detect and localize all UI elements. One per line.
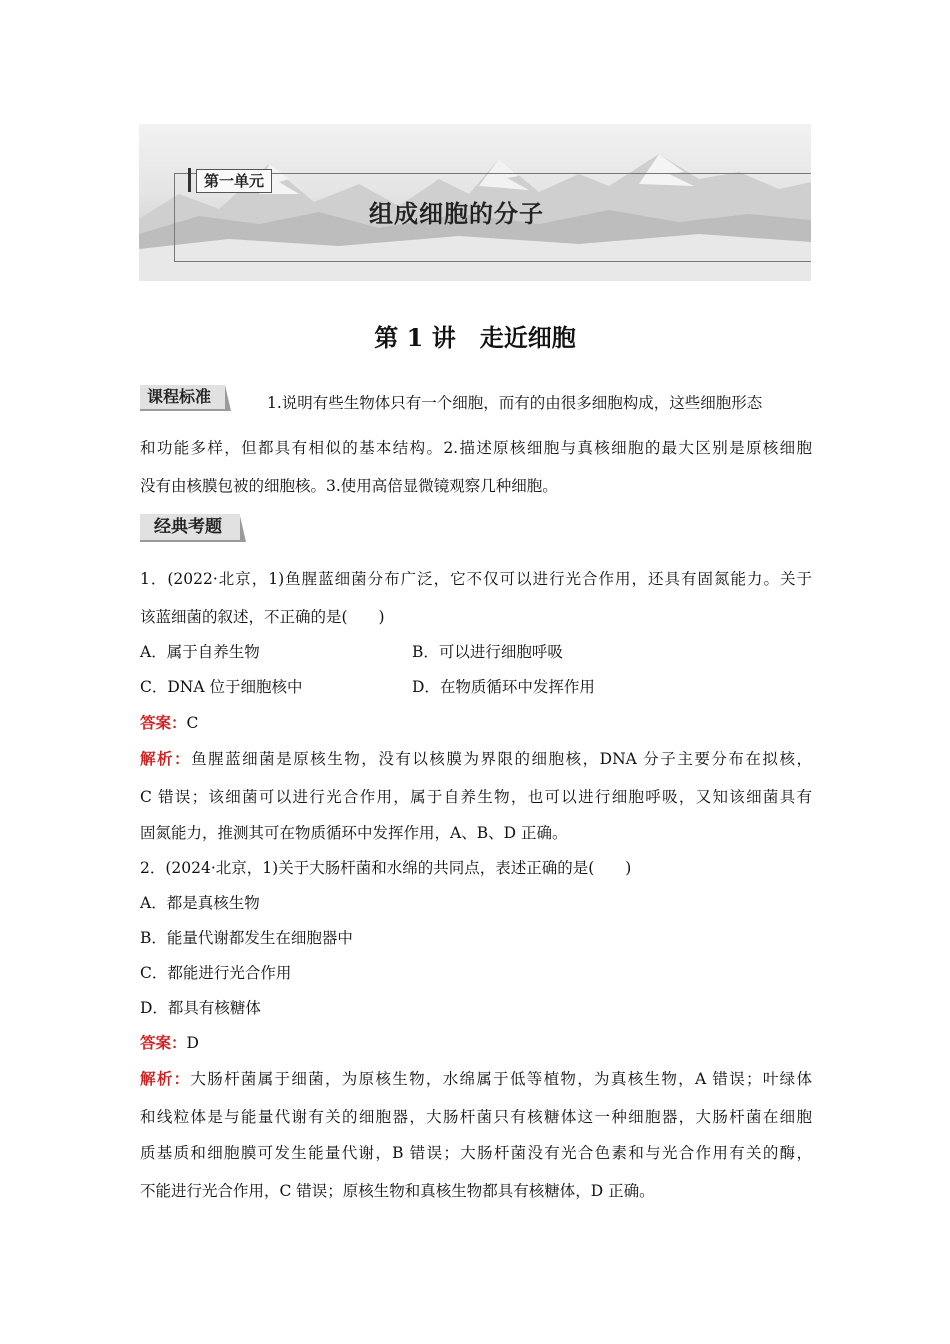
q2-option-c: C．都能进行光合作用 <box>140 964 292 982</box>
q1-option-d: D．在物质循环中发挥作用 <box>412 678 595 696</box>
q1-answer-value: C <box>186 714 199 732</box>
q2-analysis-line-2: 和线粒体是与能量代谢有关的细胞器，大肠杆菌只有核糖体这一种细胞器，大肠杆菌在细胞 <box>140 1108 812 1126</box>
q2-option-b: B．能量代谢都发生在细胞器中 <box>140 929 353 947</box>
q2-answer <box>140 1032 199 1054</box>
q2-analysis-line-3: 质基质和细胞膜可发生能量代谢，B 错误；大肠杆菌没有光合色素和与光合作用有关的酶， <box>140 1144 812 1162</box>
q2-analysis-label: 解析： <box>140 1069 191 1088</box>
q1-analysis-line-1 <box>140 748 812 770</box>
unit-banner <box>139 124 811 281</box>
curriculum-line-3: 没有由核膜包被的细胞核。3.使用高倍显微镜观察几种细胞。 <box>140 477 558 495</box>
q2-analysis-text-1: 大肠杆菌属于细菌，为原核生物，水绵属于低等植物，为真核生物，A 错误；叶绿体 <box>190 1070 812 1088</box>
unit-title: 组成细胞的分子 <box>369 200 544 228</box>
q2-stem: 2．(2024·北京，1)关于大肠杆菌和水绵的共同点，表述正确的是( ) <box>140 859 632 877</box>
curriculum-line-2: 和功能多样，但都具有相似的基本结构。2.描述原核细胞与真核细胞的最大区别是原核细胞 <box>140 439 812 457</box>
q2-answer-label: 答案： <box>140 1033 187 1052</box>
q1-analysis-label: 解析： <box>140 749 192 768</box>
q1-answer-label: 答案： <box>140 713 187 732</box>
curriculum-line-1: 1.说明有些生物体只有一个细胞，而有的由很多细胞构成，这些细胞形态 <box>267 394 763 412</box>
q2-option-a: A．都是真核生物 <box>140 894 260 912</box>
q2-analysis-line-4: 不能进行光合作用，C 错误；原核生物和真核生物都具有核糖体，D 正确。 <box>140 1182 655 1200</box>
q2-answer-value: D <box>186 1034 199 1052</box>
banner-accent-bar <box>188 168 191 192</box>
curriculum-standard-tag: 课程标准 <box>140 385 225 411</box>
q1-stem-line-1: 1．(2022·北京，1)鱼腥蓝细菌分布广泛，它不仅可以进行光合作用，还具有固氮能力。关于 <box>140 570 812 588</box>
q2-analysis-line-1 <box>140 1068 812 1090</box>
q1-answer <box>140 712 198 734</box>
q1-option-b: B．可以进行细胞呼吸 <box>412 643 563 661</box>
lesson-title: 第 1 讲 走近细胞 <box>374 323 576 352</box>
q1-stem-line-2: 该蓝细菌的叙述，不正确的是( ) <box>140 608 385 626</box>
q1-analysis-text-1: 鱼腥蓝细菌是原核生物，没有以核膜为界限的细胞核，DNA 分子主要分布在拟核， <box>191 750 812 768</box>
q2-option-d: D．都具有核糖体 <box>140 999 261 1017</box>
q1-analysis-line-2: C 错误；该细菌可以进行光合作用，属于自养生物，也可以进行细胞呼吸，又知该细菌具有 <box>140 788 812 806</box>
unit-label: 第一单元 <box>196 169 272 193</box>
q1-option-a: A．属于自养生物 <box>140 643 260 661</box>
q1-analysis-line-3: 固氮能力，推测其可在物质循环中发挥作用，A、B、D 正确。 <box>140 824 568 842</box>
classic-questions-tag: 经典考题 <box>140 514 240 542</box>
q1-option-c: C．DNA 位于细胞核中 <box>140 678 303 696</box>
